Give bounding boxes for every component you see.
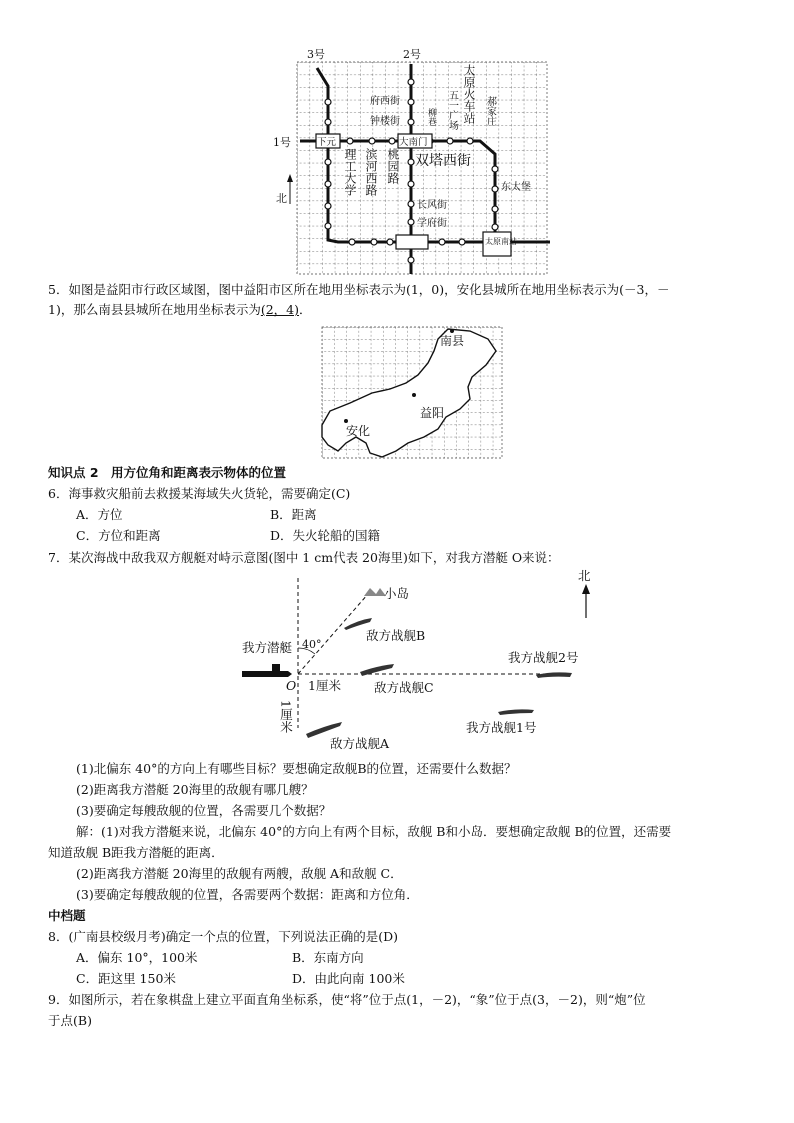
- line2-label: 2号: [403, 48, 421, 61]
- station-zhonglou: 钟楼街: [370, 116, 400, 127]
- q8-option-c: C．距这里 150米: [76, 971, 176, 986]
- q8-option-b: B．东南方向: [292, 950, 364, 965]
- q6-option-b: B．距离: [270, 507, 317, 522]
- our-submarine-shape: [242, 671, 292, 677]
- q8-option-a: A．偏东 10°，100米: [76, 950, 198, 965]
- map-yiyang: 益阳: [420, 406, 445, 420]
- q5-line2: [48, 301, 312, 319]
- q6-stem: 6．海事救灾船前去救援某海域失火货轮，需要确定(C): [48, 486, 351, 501]
- our-ship-2: [536, 672, 572, 678]
- q7-sub1: (1)北偏东 40°的方向上有哪些目标？要想确定敌舰B的位置，还需要什么数据？: [76, 761, 517, 776]
- q6-option-c: C．方位和距离: [76, 528, 161, 543]
- station-xuefu: 学府街: [417, 218, 447, 229]
- north-label: 北: [276, 192, 287, 205]
- q7-solution-3: (3)要确定每艘敌舰的位置，各需要两个数据：距离和方位角．: [76, 887, 419, 902]
- vlabel-taoyuan: 桃园路: [386, 148, 400, 184]
- q9-line1: 9．如图所示，若在象棋盘上建立平面直角坐标系，使“将”位于点(1，－2)，“象”位于点(3，－2)，则“炮”位: [48, 992, 646, 1007]
- map-anhua: 安化: [346, 424, 371, 438]
- station-fuxijie: 府西街: [370, 96, 400, 107]
- fig-enemy-c: 敌方战舰C: [374, 680, 434, 695]
- fig-angle: 40°: [302, 638, 322, 651]
- metro-map-figure: [270, 44, 560, 276]
- fig-our-sub: 我方潜艇: [242, 640, 293, 655]
- vlabel-taiyuan-station: 太原火车站: [462, 64, 476, 124]
- vlabel-haojia: 郝家庄: [484, 96, 496, 126]
- fig-enemy-b: 敌方战舰B: [366, 628, 426, 643]
- q5-line1: 5．如图是益阳市行政区域图，图中益阳市区所在地用坐标表示为(1，0)，安化县城所在地用坐标表示为(－3，－: [48, 282, 670, 297]
- island-shape: [364, 588, 386, 596]
- section3-title: 中档题: [48, 908, 86, 923]
- fig-1cm-vertical: 1厘米: [278, 700, 294, 733]
- street-guanta: 双塔西街: [415, 153, 471, 169]
- fig-1cm-horizontal: 1厘米: [308, 678, 341, 693]
- q5-line2-pre: 1)，那么南县县城所在地用坐标表示为: [48, 302, 261, 317]
- fig-origin: O: [286, 678, 297, 693]
- q7-sub2: (2)距离我方潜艇 20海里的敌舰有哪几艘？: [76, 782, 314, 797]
- q7-solution-2: (2)距离我方潜艇 20海里的敌舰有两艘，敌舰 A和敌舰 C．: [76, 866, 403, 881]
- yiyang-map-figure: [320, 325, 504, 460]
- vlabel-wuyi-square: 五一广场: [446, 90, 458, 130]
- station-danan: 大南门: [399, 137, 428, 148]
- vlabel-ligong: 理工大学: [343, 148, 357, 196]
- line1-label: 1号: [273, 136, 291, 149]
- station-dongtai: 东太堡: [501, 182, 531, 193]
- q8-option-d: D．由此向南 100米: [292, 971, 405, 986]
- map-nanxian: 南县: [440, 334, 465, 348]
- station-changfeng: 长风街: [417, 200, 447, 211]
- q6-option-a: A．方位: [76, 507, 123, 522]
- q6-option-d: D．失火轮船的国籍: [270, 528, 381, 543]
- q9-line2: 于点(B): [48, 1013, 92, 1028]
- station-taiyuan-south: 太原南站: [485, 237, 517, 246]
- line3-label: 3号: [307, 48, 325, 61]
- our-ship-1: [498, 709, 534, 715]
- section2-title: 知识点 2 用方位角和距离表示物体的位置: [48, 465, 287, 480]
- fig-enemy-a: 敌方战舰A: [330, 736, 390, 751]
- battle-diagram-figure: [236, 568, 608, 758]
- q7-sub3: (3)要确定每艘敌舰的位置，各需要几个数据？: [76, 803, 332, 818]
- station-xiayuan: 下元: [317, 137, 337, 148]
- q7-solution-1a: 解：(1)对我方潜艇来说，北偏东 40°的方向上有两个目标，敌舰 B和小岛．要想确定敌舰 B的位置，还需要: [76, 824, 672, 839]
- vlabel-binhe: 滨河西路: [364, 148, 378, 196]
- fig-our-ship2: 我方战舰2号: [508, 650, 579, 665]
- fig-north: 北: [578, 568, 591, 583]
- fig-our-ship1: 我方战舰1号: [466, 720, 537, 735]
- q7-solution-1b: 知道敌舰 B距我方潜艇的距离．: [48, 845, 224, 860]
- q8-stem: 8．(广南县校级月考)确定一个点的位置，下列说法正确的是(D): [48, 929, 398, 944]
- fig-island: 小岛: [384, 586, 410, 601]
- vlabel-liuxiang: 柳巷: [426, 108, 436, 126]
- q7-stem: 7．某次海战中敌我双方舰艇对峙示意图(图中 1 cm代表 20海里)如下，对我方潜艇 O来说：: [48, 550, 560, 565]
- q5-line2-post: ．: [299, 302, 312, 317]
- q5-answer: (2，4): [260, 302, 300, 317]
